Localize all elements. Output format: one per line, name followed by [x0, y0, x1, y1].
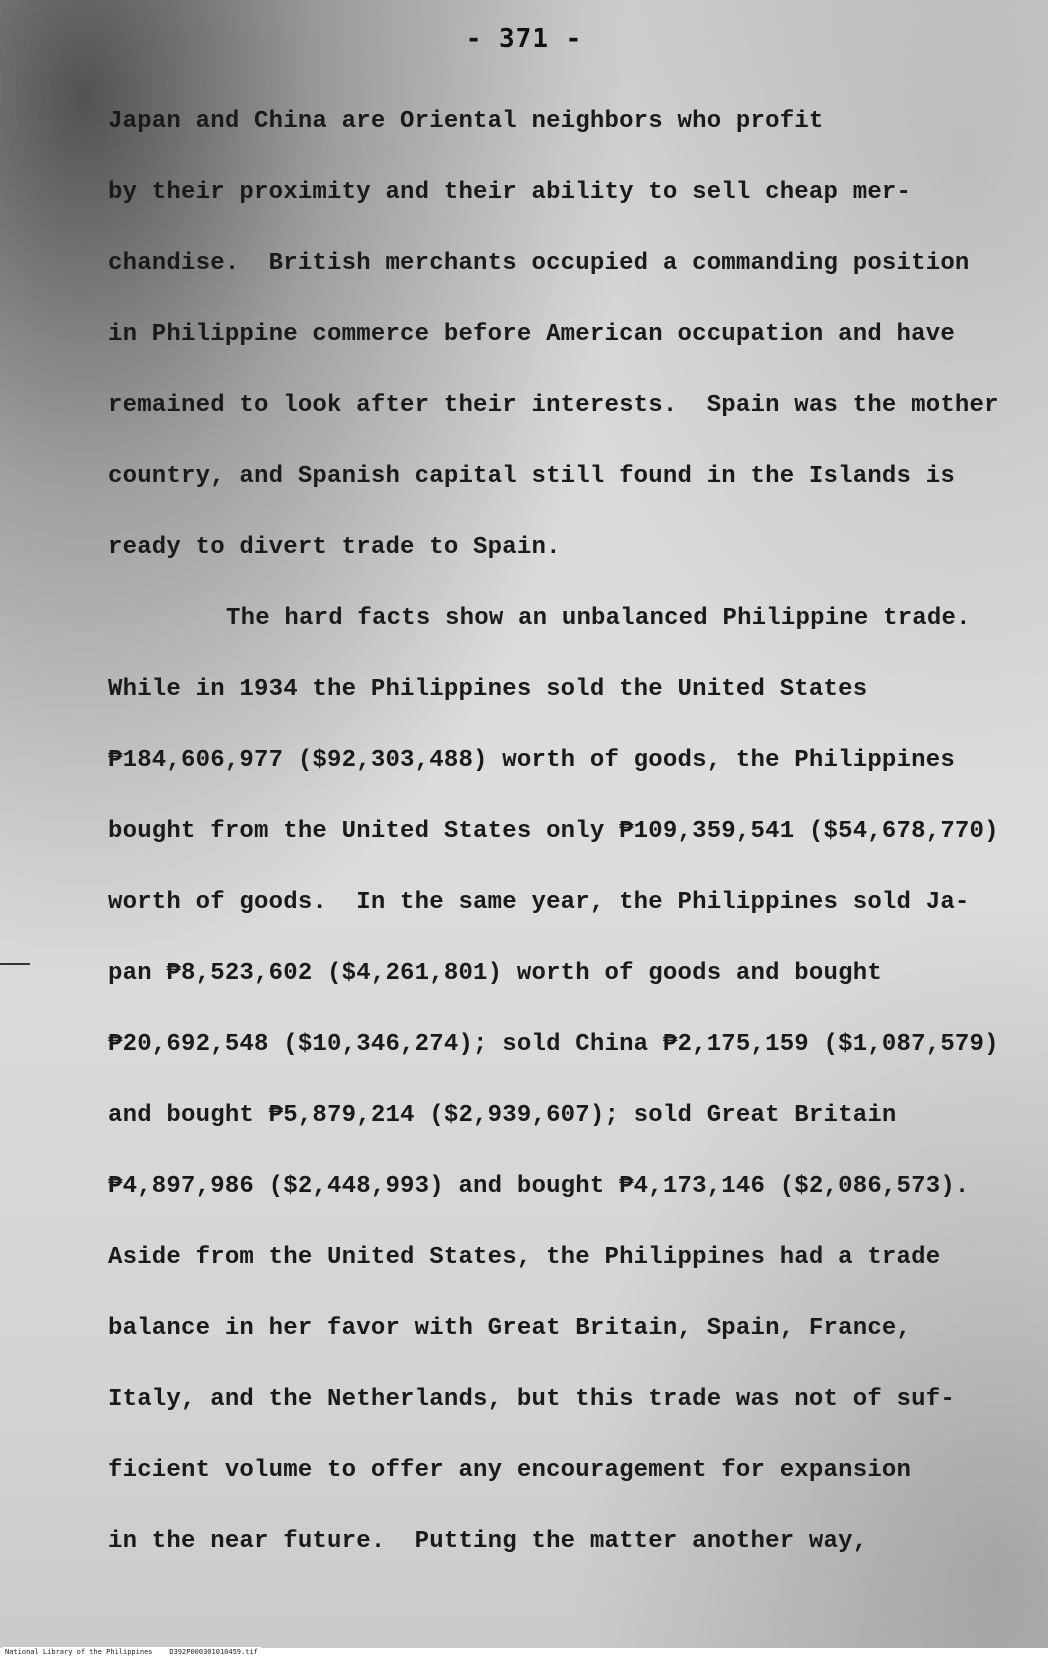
text-line: by their proximity and their ability to sell cheap mer-: [108, 179, 912, 206]
text-line: worth of goods. In the same year, the Philippines sold Ja-: [108, 889, 970, 916]
text-line: pan ₱8,523,602 ($4,261,801) worth of goods and bought: [108, 960, 882, 987]
paragraph-start-line: The hard facts show an unbalanced Philippine trade.: [226, 605, 971, 632]
footer-source: National Library of the Philippines: [5, 1648, 153, 1656]
footer-caption: [2, 1647, 261, 1657]
text-line: Japan and China are Oriental neighbors who profit: [108, 108, 824, 135]
text-line: ready to divert trade to Spain.: [108, 534, 561, 561]
body-text: [108, 86, 1008, 1577]
text-line: balance in her favor with Great Britain, Spain, France,: [108, 1315, 912, 1342]
text-line: ₱20,692,548 ($10,346,274); sold China ₱2,175,159 ($1,087,579): [108, 1031, 999, 1058]
text-line: in the near future. Putting the matter another way,: [108, 1528, 868, 1555]
text-line: ficient volume to offer any encouragement for expansion: [108, 1457, 912, 1484]
text-line: Italy, and the Netherlands, but this trade was not of suf-: [108, 1386, 955, 1413]
text-line: and bought ₱5,879,214 ($2,939,607); sold Great Britain: [108, 1102, 897, 1129]
text-line: in Philippine commerce before American occupation and have: [108, 321, 955, 348]
text-line: ₱184,606,977 ($92,303,488) worth of goods, the Philippines: [108, 747, 955, 774]
text-line: chandise. British merchants occupied a commanding position: [108, 250, 970, 277]
margin-mark: [0, 963, 30, 965]
text-line: bought from the United States only ₱109,359,541 ($54,678,770): [108, 818, 999, 845]
text-line: Aside from the United States, the Philippines had a trade: [108, 1244, 941, 1271]
text-line: ₱4,897,986 ($2,448,993) and bought ₱4,173,146 ($2,086,573).: [108, 1173, 970, 1200]
page-number: - 371 -: [465, 24, 583, 54]
footer-file: D392P000301010459.tif: [169, 1648, 258, 1656]
text-line: While in 1934 the Philippines sold the United States: [108, 676, 868, 703]
text-line: remained to look after their interests. Spain was the mother: [108, 392, 999, 419]
text-line: country, and Spanish capital still found in the Islands is: [108, 463, 955, 490]
